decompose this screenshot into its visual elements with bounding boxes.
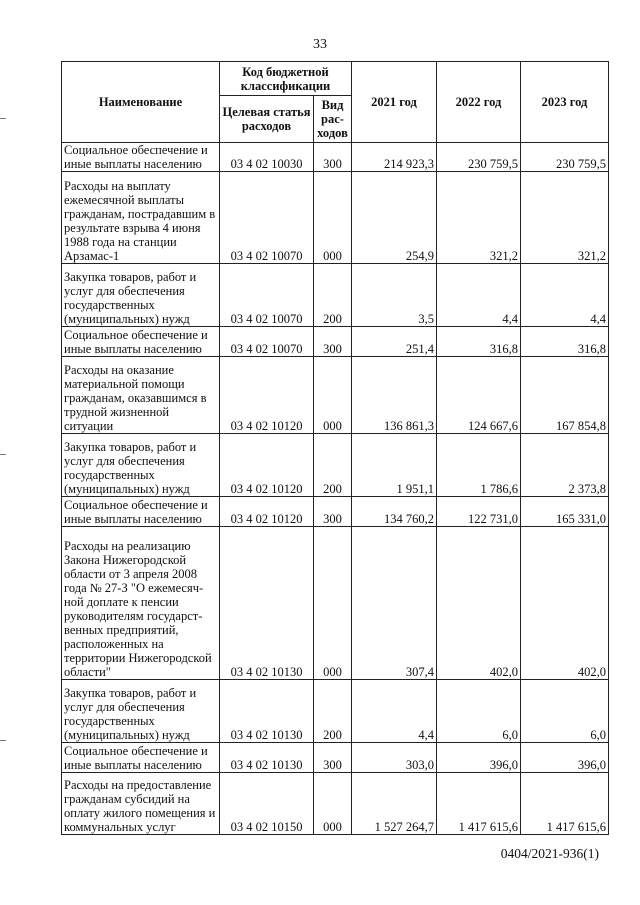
- budget-table: [61, 61, 609, 835]
- table-row: [62, 497, 609, 527]
- row-expense-type: 000: [314, 357, 352, 434]
- row-target-article: 03 4 02 10130: [220, 680, 314, 743]
- row-expense-type: 200: [314, 264, 352, 327]
- row-target-article: 03 4 02 10070: [220, 327, 314, 357]
- table-row: [62, 527, 609, 680]
- table-row: [62, 434, 609, 497]
- row-2023: 4,4: [521, 264, 609, 327]
- document-id: 0404/2021-936(1): [500, 846, 599, 861]
- row-target-article: 03 4 02 10130: [220, 527, 314, 680]
- table-row: [62, 143, 609, 172]
- row-target-article: 03 4 02 10070: [220, 264, 314, 327]
- row-2021: 251,4: [352, 327, 437, 357]
- row-expense-type: 200: [314, 434, 352, 497]
- row-target-article: 03 4 02 10130: [220, 743, 314, 773]
- table-row: [62, 264, 609, 327]
- table-row: [62, 773, 609, 835]
- header-2022: 2022 год: [437, 62, 521, 143]
- header-2021: 2021 год: [352, 62, 437, 143]
- row-target-article: 03 4 02 10150: [220, 773, 314, 835]
- row-expense-type: 000: [314, 172, 352, 264]
- row-2023: 165 331,0: [521, 497, 609, 527]
- row-name: Социальное обеспечение и иные выплаты населению: [62, 497, 220, 527]
- table-row: [62, 743, 609, 773]
- row-2023: 1 417 615,6: [521, 773, 609, 835]
- header-code-group: Код бюджетной классификации: [220, 62, 352, 96]
- row-2021: 3,5: [352, 264, 437, 327]
- row-2022: 1 417 615,6: [437, 773, 521, 835]
- table-row: [62, 680, 609, 743]
- row-name: Расходы на предоставление гражданам субсидий на оплату жилого помещения и коммунальных услуг: [62, 773, 220, 835]
- row-expense-type: 300: [314, 743, 352, 773]
- row-target-article: 03 4 02 10070: [220, 172, 314, 264]
- row-target-article: 03 4 02 10120: [220, 357, 314, 434]
- row-2022: 230 759,5: [437, 143, 521, 172]
- row-2021: 1 527 264,7: [352, 773, 437, 835]
- row-2021: 254,9: [352, 172, 437, 264]
- row-expense-type: 300: [314, 327, 352, 357]
- row-expense-type: 300: [314, 143, 352, 172]
- row-2022: 1 786,6: [437, 434, 521, 497]
- row-2023: 396,0: [521, 743, 609, 773]
- row-2021: 134 760,2: [352, 497, 437, 527]
- row-name: Социальное обеспечение и иные выплаты населению: [62, 143, 220, 172]
- row-2023: 167 854,8: [521, 357, 609, 434]
- row-expense-type: 300: [314, 497, 352, 527]
- row-name: Закупка товаров, работ и услуг для обеспечения государственных (муниципальных) нужд: [62, 434, 220, 497]
- row-expense-type: 000: [314, 773, 352, 835]
- margin-mark: [0, 118, 6, 119]
- row-2022: 396,0: [437, 743, 521, 773]
- row-2021: 136 861,3: [352, 357, 437, 434]
- row-2023: 230 759,5: [521, 143, 609, 172]
- header-name: Наименование: [62, 62, 220, 143]
- row-2021: 303,0: [352, 743, 437, 773]
- row-2021: 1 951,1: [352, 434, 437, 497]
- margin-mark: [0, 740, 6, 741]
- header-expense-type: Вид рас-ходов: [314, 96, 352, 143]
- row-2021: 214 923,3: [352, 143, 437, 172]
- row-2022: 321,2: [437, 172, 521, 264]
- row-name: Закупка товаров, работ и услуг для обеспечения государственных (муниципальных) нужд: [62, 680, 220, 743]
- table-row: [62, 172, 609, 264]
- row-name: Социальное обеспечение и иные выплаты населению: [62, 743, 220, 773]
- row-name: Расходы на оказание материальной помощи гражданам, оказавшимся в трудной жизненной ситуации: [62, 357, 220, 434]
- row-target-article: 03 4 02 10120: [220, 497, 314, 527]
- row-2023: 6,0: [521, 680, 609, 743]
- row-expense-type: 000: [314, 527, 352, 680]
- row-2023: 321,2: [521, 172, 609, 264]
- row-2023: 402,0: [521, 527, 609, 680]
- row-expense-type: 200: [314, 680, 352, 743]
- row-2021: 307,4: [352, 527, 437, 680]
- header-target-article: Целевая статья расходов: [220, 96, 314, 143]
- margin-mark: [0, 454, 6, 455]
- row-name: Социальное обеспечение и иные выплаты населению: [62, 327, 220, 357]
- row-2022: 402,0: [437, 527, 521, 680]
- page-number: 33: [313, 37, 327, 52]
- header-2023: 2023 год: [521, 62, 609, 143]
- row-2022: 122 731,0: [437, 497, 521, 527]
- row-name: Расходы на реализацию Закона Нижегородской области от 3 апреля 2008 года № 27-З "О ежемесяч-ной доплате к пенсии руководителям государст-венных предприятий, расположенных на территории Нижегородской области": [62, 527, 220, 680]
- row-2022: 6,0: [437, 680, 521, 743]
- table-row: [62, 327, 609, 357]
- row-2023: 316,8: [521, 327, 609, 357]
- table-row: [62, 357, 609, 434]
- row-2021: 4,4: [352, 680, 437, 743]
- row-2022: 4,4: [437, 264, 521, 327]
- row-target-article: 03 4 02 10030: [220, 143, 314, 172]
- row-2022: 316,8: [437, 327, 521, 357]
- row-2023: 2 373,8: [521, 434, 609, 497]
- row-target-article: 03 4 02 10120: [220, 434, 314, 497]
- row-name: Расходы на выплату ежемесячной выплаты гражданам, пострадавшим в результате взрыва 4 июня 1988 года на станции Арзамас-1: [62, 172, 220, 264]
- row-2022: 124 667,6: [437, 357, 521, 434]
- row-name: Закупка товаров, работ и услуг для обеспечения государственных (муниципальных) нужд: [62, 264, 220, 327]
